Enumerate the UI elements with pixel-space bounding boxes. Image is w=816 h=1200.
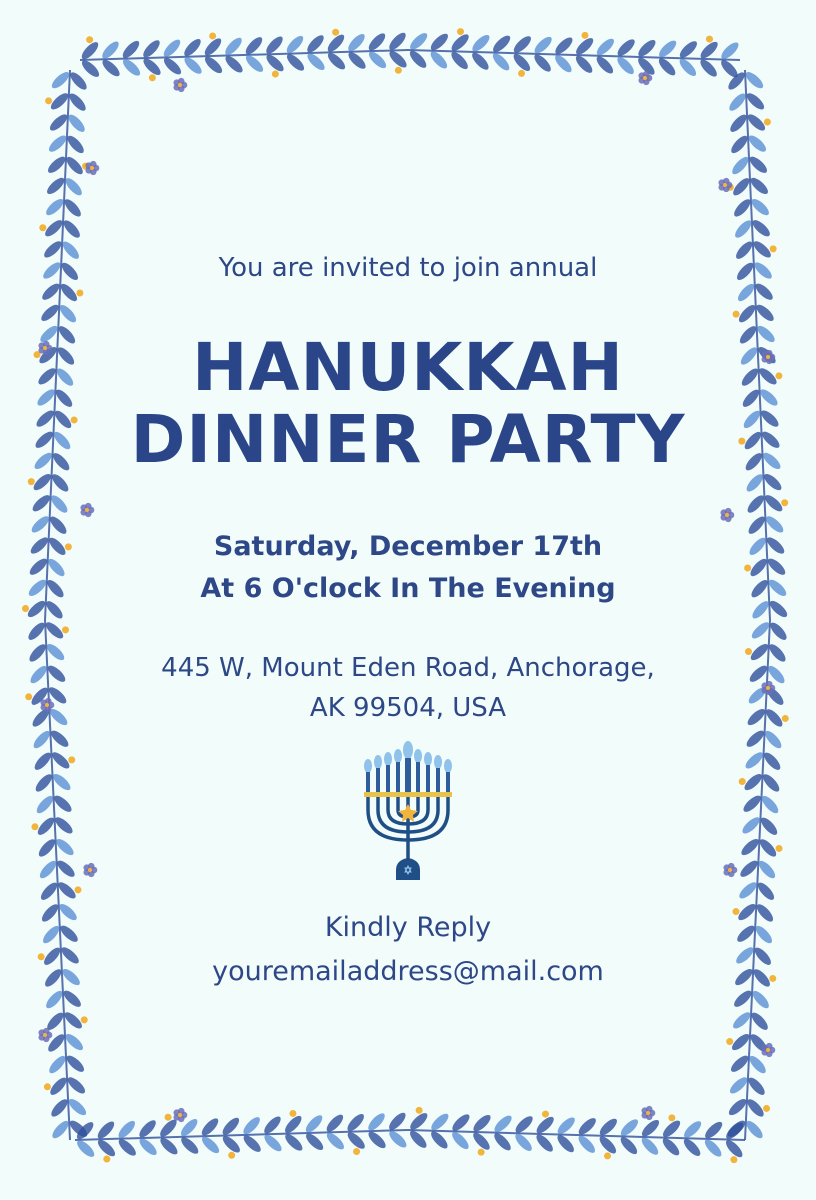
event-date: Saturday, December 17th [213, 531, 603, 562]
title-line-2: DINNER PARTY [130, 401, 686, 478]
event-time: At 6 O'clock In The Evening [200, 573, 616, 604]
event-datetime [0, 526, 816, 610]
address-line-2: AK 99504, USA [309, 693, 507, 723]
title-line-1: HANUKKAH [192, 329, 624, 406]
address-line-1: 445 W, Mount Eden Road, Anchorage, [161, 653, 655, 683]
reply-section [0, 906, 816, 994]
event-title [0, 329, 816, 478]
reply-email: youremailaddress@mail.com [212, 956, 604, 987]
intro-text: You are invited to join annual [218, 253, 598, 283]
menorah-icon [358, 740, 458, 886]
event-address [0, 648, 816, 728]
reply-label: Kindly Reply [324, 912, 492, 943]
